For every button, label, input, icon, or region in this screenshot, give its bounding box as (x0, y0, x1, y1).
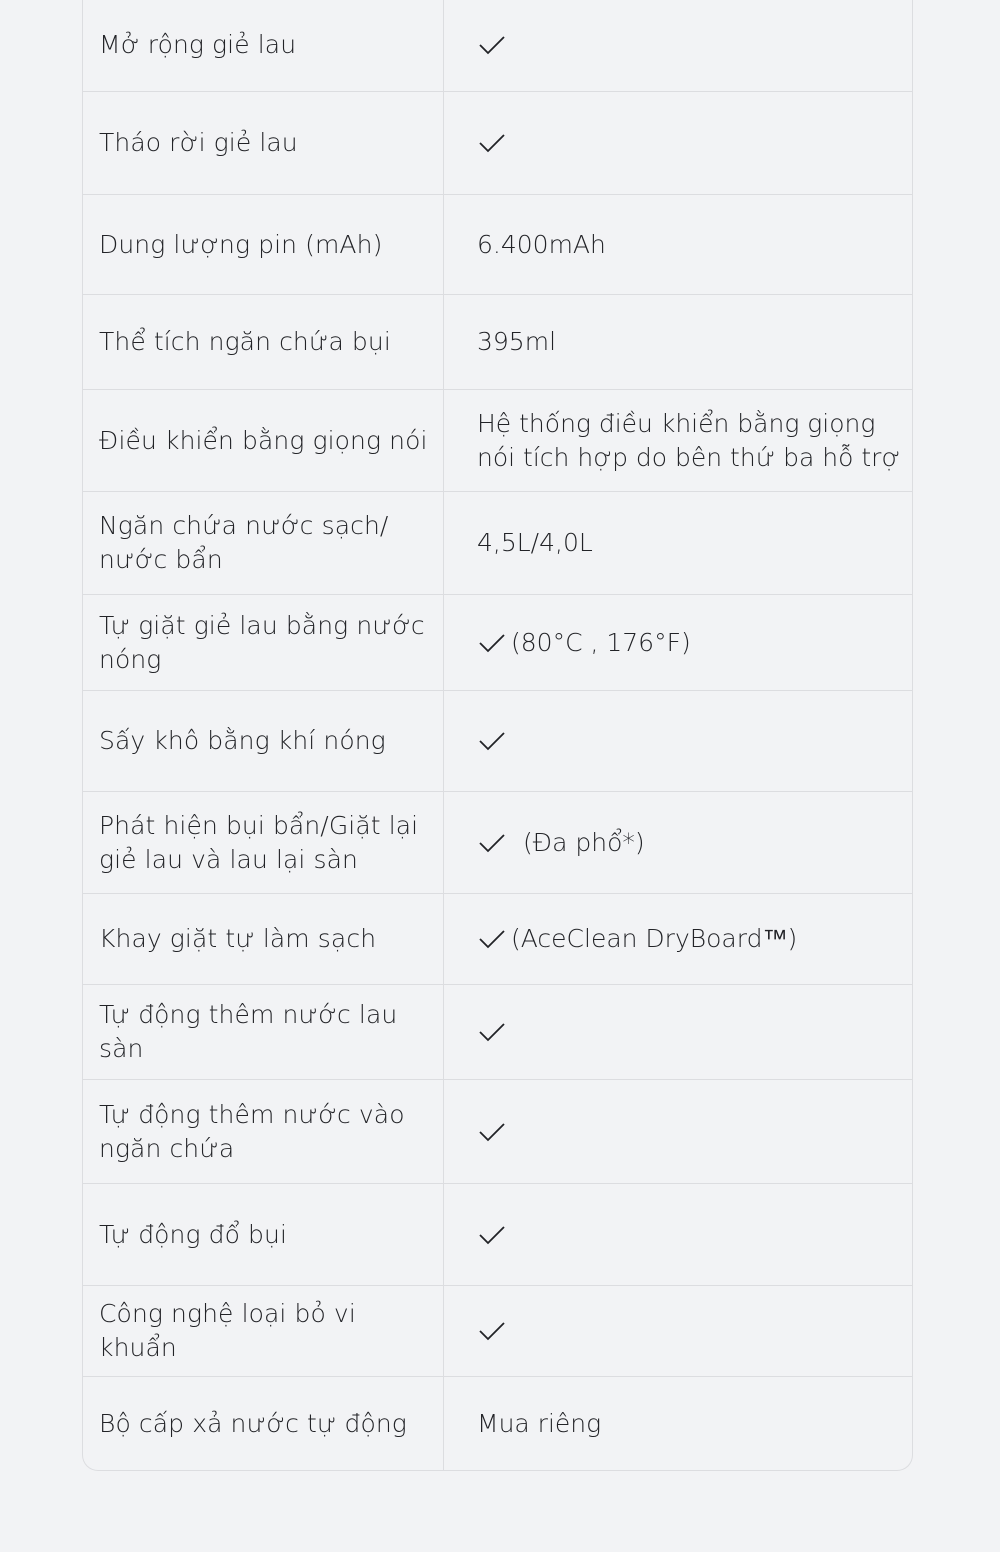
checkmark-icon (477, 728, 507, 754)
spec-value: Hệ thống điều khiển bằng giọng nói tích hợp do bên thứ ba hỗ trợ (477, 408, 901, 472)
spec-label: Tự động thêm nước lau sàn (99, 1000, 398, 1063)
table-row (83, 595, 912, 691)
spec-table (82, 0, 913, 1471)
spec-label: Tự động thêm nước vào ngăn chứa (99, 1099, 405, 1163)
spec-label: Mở rộng giẻ lau (99, 30, 297, 59)
table-row (83, 1080, 912, 1184)
checkmark-icon (477, 130, 507, 156)
spec-label: Điều khiển bằng giọng nói (99, 425, 428, 455)
table-row (83, 1377, 912, 1471)
table-row (83, 792, 912, 894)
spec-label: Tháo rời giẻ lau (99, 128, 298, 157)
spec-value: 4,5L/4,0L (477, 528, 593, 557)
spec-label: Bộ cấp xả nước tự động (99, 1409, 407, 1438)
table-row (83, 0, 912, 92)
spec-label: Khay giặt tự làm sạch (99, 924, 377, 953)
spec-label: Ngăn chứa nước sạch/ nước bẩn (99, 511, 389, 574)
table-row (83, 1286, 912, 1377)
spec-value: 6.400mAh (477, 229, 606, 259)
checkmark-icon (477, 1119, 507, 1145)
table-row (83, 894, 912, 985)
table-row (83, 985, 912, 1080)
spec-label: Tự động đổ bụi (99, 1219, 288, 1249)
checkmark-icon (477, 1222, 507, 1248)
spec-value (477, 922, 908, 956)
spec-label: Sấy khô bằng khí nóng (99, 726, 386, 755)
spec-value: 395ml (477, 327, 557, 356)
checkmark-icon (477, 1318, 507, 1344)
spec-value (477, 626, 908, 660)
checkmark-icon (477, 926, 507, 952)
table-row (83, 691, 912, 792)
table-row (83, 390, 912, 492)
spec-label: Phát hiện bụi bẩn/Giặt lại giẻ lau và lau lại sàn (99, 810, 419, 874)
table-row (83, 492, 912, 595)
spec-label: Thể tích ngăn chứa bụi (99, 327, 391, 356)
table-row (83, 195, 912, 295)
checkmark-icon (477, 630, 507, 656)
spec-note: (80°C , 176°F) (511, 627, 691, 657)
table-row (83, 295, 912, 390)
table-row (83, 1184, 912, 1286)
spec-value (477, 826, 908, 860)
spec-value: Mua riêng (477, 1409, 602, 1438)
spec-value (477, 1019, 908, 1045)
spec-label: Tự giặt giẻ lau bằng nước nóng (99, 610, 425, 674)
spec-value (477, 1119, 908, 1145)
spec-note: (Đa phổ*) (523, 827, 645, 857)
spec-value (477, 32, 908, 58)
spec-value (477, 130, 908, 156)
spec-value (477, 1318, 908, 1344)
spec-value (477, 728, 908, 754)
checkmark-icon (477, 32, 507, 58)
spec-label: Dung lượng pin (mAh) (99, 229, 383, 259)
spec-label: Công nghệ loại bỏ vi khuẩn (99, 1299, 356, 1362)
spec-value (477, 1222, 908, 1248)
checkmark-icon (477, 1019, 507, 1045)
checkmark-icon (477, 830, 507, 856)
spec-note: (AceClean DryBoard™) (511, 924, 798, 953)
table-row (83, 92, 912, 195)
